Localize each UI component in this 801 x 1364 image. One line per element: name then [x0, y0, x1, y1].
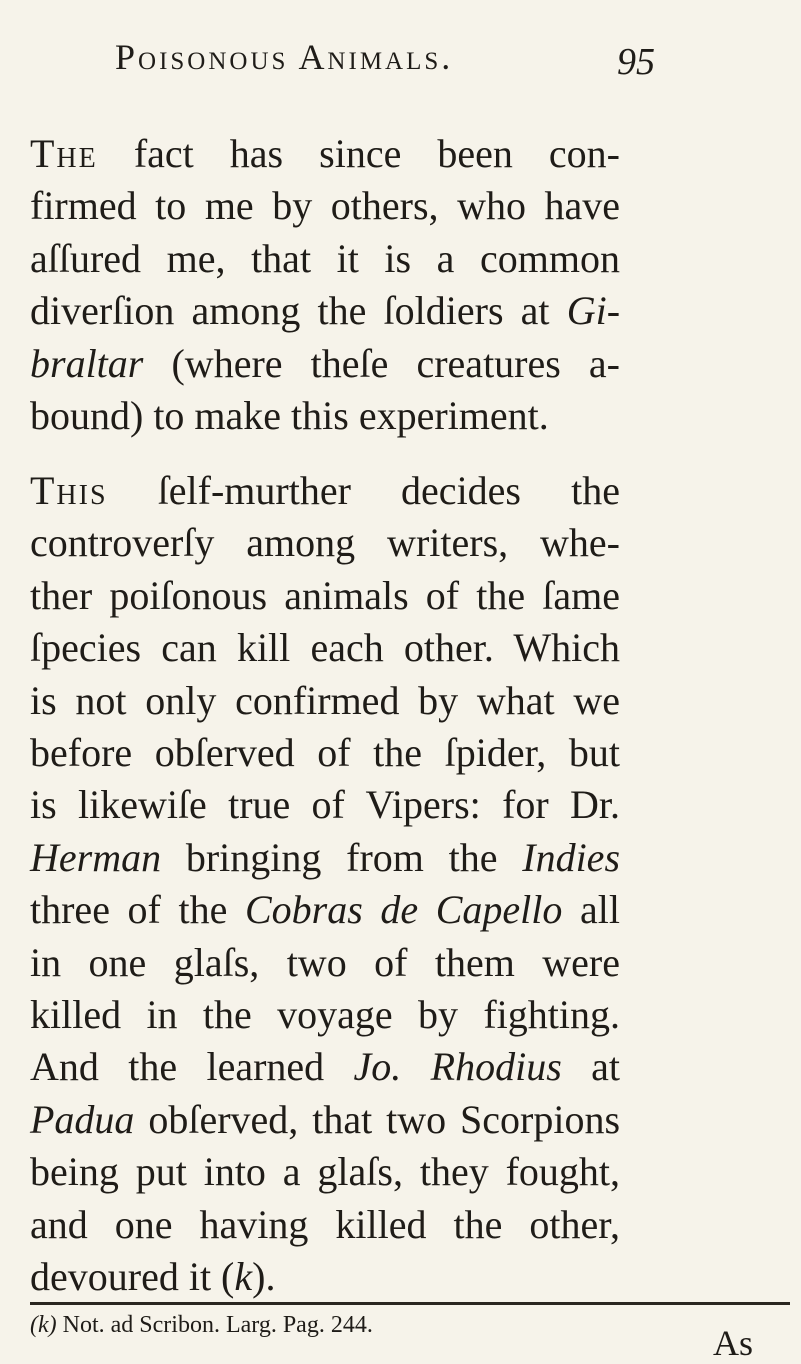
catchword: As [713, 1323, 754, 1363]
text-line: is not only confirmed by what we [30, 677, 620, 723]
italic-place-name: Indies [522, 834, 621, 880]
running-head: Poisonous Animals. [115, 37, 454, 77]
footnote-rule [30, 1302, 790, 1305]
text-line: firmed to me by others, who have [30, 183, 620, 229]
text-line: and one having killed the other, [30, 1201, 620, 1247]
italic-name: Herman [30, 834, 162, 880]
italic-place-name: Gi- [566, 288, 621, 334]
paragraph-2 [30, 465, 620, 1304]
text-line: three of the Cobras de Capello all [30, 887, 620, 933]
opening-word: The [30, 131, 98, 176]
text-line: Padua obſerved, that two Scorpions [30, 1096, 621, 1142]
text-line: controverſy among writers, whe- [30, 520, 620, 566]
paragraph-1 [30, 128, 620, 442]
footnote-text: Not. ad Scribon. Larg. Pag. 244. [62, 1312, 373, 1338]
footnote-mark: (k) [30, 1312, 57, 1338]
italic-place-name: Padua [30, 1096, 135, 1142]
text-line: in one glaſs, two of them were [30, 939, 620, 985]
opening-word: This [30, 468, 108, 513]
italic-name: Jo. Rhodius [353, 1044, 562, 1090]
footnote [30, 1312, 373, 1339]
text-line: killed in the voyage by fighting. [30, 992, 620, 1038]
text-line: is likewiſe true of Vipers: for Dr. [30, 782, 620, 828]
italic-place-name: braltar [30, 340, 144, 386]
italic-species-name: Cobras de Capello [244, 887, 563, 933]
text-line: braltar (where theſe creatures a- [30, 340, 621, 386]
text-line: being put into a glaſs, they fought, [30, 1149, 620, 1195]
text-line: bound) to make this experiment. [30, 393, 549, 439]
page-header [115, 30, 655, 90]
text-line: And the learned Jo. Rhodius at [30, 1044, 620, 1090]
text-line: aſſured me, that it is a common [30, 235, 620, 281]
text-line: Herman bringing from the Indies [30, 834, 621, 880]
text-line: diverſion among the ſoldiers at Gi- [30, 288, 621, 334]
footnote-reference: k [234, 1254, 253, 1300]
text-line: ſpecies can kill each other. Which [30, 625, 620, 671]
text-line: The fact has since been con- [30, 131, 621, 176]
page-number: 95 [617, 41, 655, 83]
text-line: before obſerved of the ſpider, but [30, 730, 620, 776]
text-line: This ſelf-murther decides the [30, 468, 620, 513]
text-line: devoured it (k). [30, 1254, 276, 1300]
text-line: ther poiſonous animals of the ſame [30, 572, 620, 618]
